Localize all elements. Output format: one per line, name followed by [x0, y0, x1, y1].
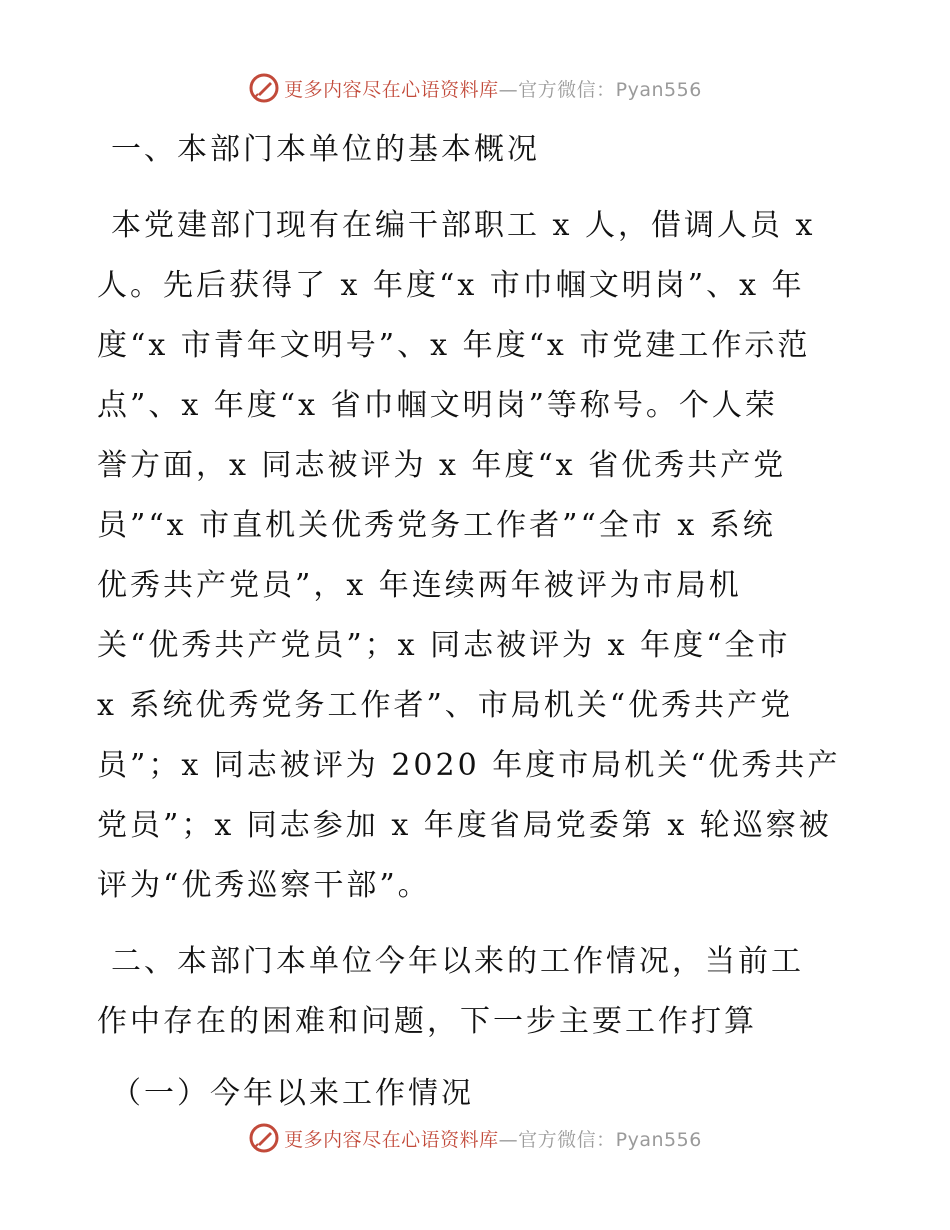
feather-pen-circle-icon — [248, 1122, 280, 1154]
watermark-label — [284, 1125, 702, 1152]
watermark-label-gray: —官方微信：Pyan556 — [498, 78, 702, 101]
watermark-label-gray: —官方微信：Pyan556 — [498, 1128, 702, 1151]
spacer — [97, 1052, 857, 1064]
document-body — [97, 120, 857, 1124]
feather-pen-circle-icon — [248, 72, 280, 104]
body-line: 度“x 市青年文明号”、x 年度“x 市党建工作示范 — [97, 328, 811, 363]
section-heading-1: 一、本部门本单位的基本概况 — [111, 132, 540, 167]
body-line: 誉方面，x 同志被评为 x 年度“x 省优秀共产党 — [97, 448, 787, 483]
body-line: 点”、x 年度“x 省巾帼文明岗”等称号。个人荣 — [97, 388, 778, 423]
watermark-label-red: 更多内容尽在心语资料库 — [284, 1128, 499, 1151]
body-line: 员”“x 市直机关优秀党务工作者”“全市 x 系统 — [97, 508, 776, 543]
body-line: 员”；x 同志被评为 2020 年度市局机关“优秀共产 — [97, 748, 841, 783]
body-line: 党员”；x 同志参加 x 年度省局党委第 x 轮巡察被 — [97, 808, 832, 843]
body-line: 人。先后获得了 x 年度“x 市巾帼文明岗”、x 年 — [97, 268, 805, 303]
section-heading-2-line-1: 二、本部门本单位今年以来的工作情况，当前工 — [111, 944, 804, 979]
body-line: 关“优秀共产党员”；x 同志被评为 x 年度“全市 — [97, 628, 791, 663]
section-heading-3: （一）今年以来工作情况 — [111, 1076, 474, 1111]
body-line: 评为“优秀巡察干部”。 — [97, 868, 431, 903]
spacer — [97, 180, 857, 196]
spacer — [97, 916, 857, 932]
body-line: 优秀共产党员”，x 年连续两年被评为市局机 — [97, 568, 742, 603]
footer-watermark — [0, 1122, 950, 1154]
header-watermark — [0, 72, 950, 104]
body-line: 本党建部门现有在编干部职工 x 人，借调人员 x — [111, 208, 816, 243]
section-heading-2-line-2: 作中存在的困难和问题，下一步主要工作打算 — [97, 1004, 757, 1039]
body-line: x 系统优秀党务工作者”、市局机关“优秀共产党 — [97, 688, 794, 723]
watermark-label — [284, 75, 702, 102]
watermark-label-red: 更多内容尽在心语资料库 — [284, 78, 499, 101]
